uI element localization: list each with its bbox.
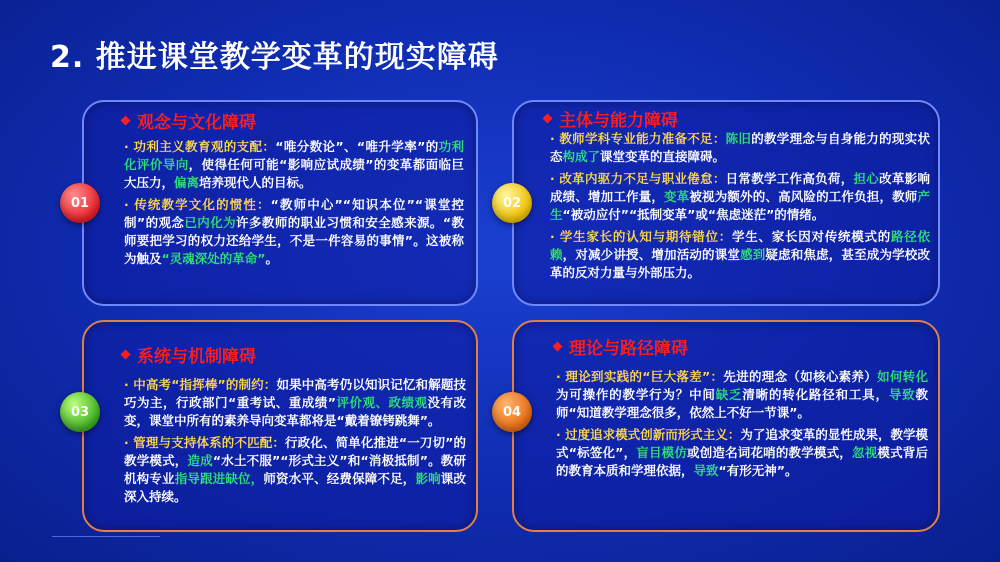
text: 行政化、简单化推进“一刀切”的教学模式，: [124, 435, 466, 468]
paragraph-lead: 理论到实践的“巨大落差”：: [565, 369, 724, 384]
highlight: 产生: [550, 189, 930, 222]
highlight: 已内化为: [184, 215, 237, 230]
highlight: 陈旧: [725, 131, 752, 146]
highlight: 缺乏: [715, 387, 743, 402]
text: 如果中高考仍以知识记忆和解题技巧为主，行政部门“重考试、重成绩”: [124, 377, 466, 410]
card-body: [124, 138, 464, 272]
bullet: ·: [124, 197, 129, 212]
card-system-mechanism: [82, 320, 478, 532]
card-heading: [122, 342, 256, 367]
number-badge: 04: [492, 392, 532, 432]
text: “教师中心”“知识本位”“课堂控制”的观念: [124, 197, 464, 230]
number-badge: 03: [60, 392, 100, 432]
text: 课堂变革的直接障碍。: [600, 149, 726, 164]
bullet: ·: [124, 139, 129, 154]
paragraph-lead: 传统教学文化的惯性：: [134, 197, 271, 212]
text: 日常教学工作高负荷，: [725, 171, 854, 186]
card-subject-ability: [512, 100, 940, 306]
highlight: 路径依赖: [550, 229, 930, 262]
card-body: [550, 130, 930, 286]
bullet: ·: [124, 377, 129, 392]
card-title: 理论与路径障碍: [569, 339, 688, 359]
text: “唯分数论”、“唯升学率”的: [275, 139, 439, 154]
highlight: “灵魂深处的革命”: [161, 251, 266, 266]
card-body: [556, 368, 928, 484]
highlight: 变革: [664, 189, 690, 204]
highlight: 盲目模仿: [636, 445, 688, 460]
highlight: 导致: [693, 463, 719, 478]
text: 培养现代人的目标。: [199, 175, 312, 190]
highlight: 感到: [740, 247, 766, 262]
bullet: ·: [550, 229, 555, 244]
number-badge: 02: [492, 183, 532, 223]
card-body: [124, 376, 466, 510]
diamond-bullet-icon: [121, 116, 131, 126]
text: “水土不服”“形式主义”和“消极抵制”。教研机构专业: [124, 453, 466, 486]
bullet: ·: [550, 171, 555, 186]
paragraph: [550, 228, 930, 282]
bullet: ·: [124, 435, 129, 450]
highlight: 偏离: [174, 175, 200, 190]
text: 先进的理念（如核心素养）: [723, 369, 878, 384]
paragraph: [124, 376, 466, 430]
paragraph-lead: 管理与支持体系的不匹配：: [133, 435, 286, 450]
diamond-bullet-icon: [553, 342, 563, 352]
text: 为了追求变革的显性成果，教学模式“标签化”，: [556, 427, 928, 460]
paragraph-lead: 教师学科专业能力准备不足：: [559, 131, 726, 146]
diamond-bullet-icon: [543, 114, 553, 124]
card-heading: [122, 108, 256, 133]
page-title: 2. 推进课堂教学变革的现实障碍: [50, 40, 499, 75]
number-badge: 01: [60, 183, 100, 223]
bullet: ·: [550, 131, 555, 146]
highlight: 构成了: [562, 149, 601, 164]
text: “有形无神”。: [718, 463, 798, 478]
paragraph: [124, 138, 464, 192]
text: ，对减少讲授、增加活动的课堂: [562, 247, 741, 262]
text: 清晰的转化路径和工具，: [742, 387, 889, 402]
text: 疑虑和焦虑，甚至成为学校改革的反对力量与外部压力。: [550, 247, 930, 280]
card-title: 观念与文化障碍: [137, 113, 256, 133]
divider: [52, 536, 160, 537]
text: 许多教师的职业习惯和安全感来源。“教师要把学习的权力还给学生，不是一件容易的事情”。这被称为触及: [124, 215, 464, 266]
paragraph: [550, 130, 930, 166]
highlight: 如何转化: [877, 369, 928, 384]
text: 课改深入持续。: [124, 471, 466, 504]
card-concept-culture: [82, 100, 478, 306]
diamond-bullet-icon: [121, 350, 131, 360]
paragraph-lead: 学生家长的认知与期待错位：: [559, 229, 733, 244]
paragraph: [550, 170, 930, 224]
text: ，使得任何可能“影响应试成绩”的变革都面临巨大压力，: [124, 157, 464, 190]
text: “被动应付”“抵制变革”或“焦虑迷茫”的情绪。: [562, 207, 825, 222]
text: 没有改变，课堂中所有的素养导向变革都将是“戴着镣铐跳舞”。: [124, 395, 466, 428]
highlight: 功利化评价导向: [124, 139, 464, 172]
text: 模式背后的教育本质和学理依据，: [556, 445, 928, 478]
bullet: ·: [556, 369, 561, 384]
card-title: 系统与机制障碍: [137, 347, 256, 367]
card-heading: [554, 334, 688, 359]
bullet: ·: [556, 427, 561, 442]
paragraph-lead: 功利主义教育观的支配：: [133, 139, 276, 154]
highlight: 忽视: [852, 445, 878, 460]
text: 改革影响成绩、增加工作量，: [550, 171, 930, 204]
paragraph: [124, 196, 464, 268]
highlight: 担心: [853, 171, 880, 186]
paragraph: [124, 434, 466, 506]
text: 的教学理念与自身能力的现实状态: [550, 131, 930, 164]
text: 为可操作的教学行为？中间: [556, 387, 716, 402]
paragraph-lead: 过度追求模式创新而形式主义：: [565, 427, 741, 442]
card-title: 主体与能力障碍: [559, 111, 678, 131]
text: 师资水平、经费保障不足，: [263, 471, 416, 486]
highlight: 指导跟进缺位，: [174, 471, 264, 486]
highlight: 影响: [415, 471, 441, 486]
highlight: 评价观、政绩观: [335, 395, 428, 410]
highlight: 导致: [888, 387, 916, 402]
paragraph-lead: 中高考“指挥棒”的制约：: [133, 377, 277, 392]
card-theory-path: [512, 320, 940, 532]
text: 学生、家长因对传统模式的: [732, 229, 891, 244]
paragraph-lead: 改革内驱力不足与职业倦怠：: [559, 171, 726, 186]
highlight: 造成: [187, 453, 213, 468]
paragraph: [556, 368, 928, 422]
text: 。: [265, 251, 278, 266]
text: 被视为额外的、高风险的工作负担，教师: [689, 189, 918, 204]
text: 教师“知道教学理念很多，依然上不好一节课”。: [556, 387, 928, 420]
text: 或创造名词花哨的教学模式，: [687, 445, 852, 460]
paragraph: [556, 426, 928, 480]
card-heading: [544, 106, 678, 131]
